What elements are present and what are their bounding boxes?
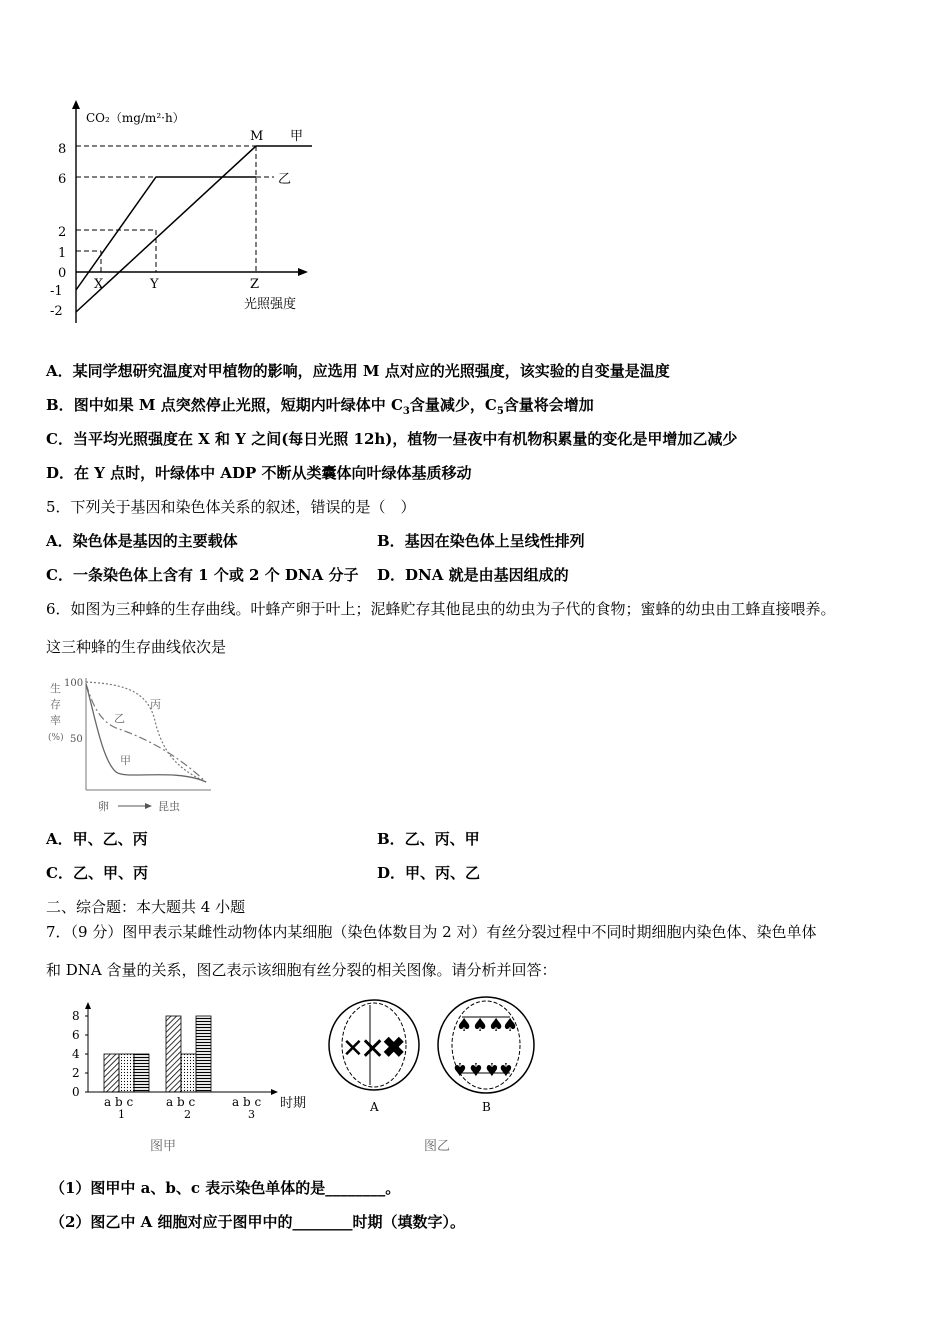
curve-yi-survival	[86, 684, 206, 782]
y-tick-0: 0	[58, 266, 67, 281]
chromosome-icon: ✕	[360, 1032, 386, 1067]
light-axis-label: 光照强度	[244, 297, 297, 312]
bar-y-tick: 2	[72, 1066, 80, 1080]
chromatid-icon: ♠	[451, 1058, 468, 1079]
survival-axis-label-4: (%)	[48, 733, 64, 743]
fig-jia-caption: 图甲	[150, 1139, 177, 1154]
chromatid-icon: ♠	[456, 1015, 473, 1036]
chromatid-icon: ♠	[483, 1058, 500, 1079]
cell-b-label: B	[482, 1100, 491, 1114]
q5-option-c: C．一条染色体上含有 1 个或 2 个 DNA 分子	[46, 566, 359, 584]
x-start-egg: 卵	[98, 800, 109, 813]
survival-axis-label-1: 生	[50, 682, 61, 695]
label-bing: 丙	[150, 698, 161, 711]
bar-chart-fig-jia	[60, 1002, 330, 1162]
curve-yi	[76, 177, 256, 290]
q4-option-b: B．图中如果 M 点突然停止光照，短期内叶绿体中 $C_3$含量减少，$C_5$含量将会增加	[46, 396, 594, 417]
x-tick-x: X	[94, 277, 104, 292]
q6-option-a: A．甲、乙、丙	[46, 830, 148, 848]
q4-option-a: A．某同学想研究温度对甲植物的影响，应选用 M 点对应的光照强度，该实验的自变量是温度	[46, 362, 670, 380]
survival-axis-label-3: 率	[50, 714, 61, 727]
bar-y-tick: 0	[72, 1085, 80, 1099]
q7-stem-1: 7．（9 分）图甲表示某雌性动物体内某细胞（染色体数目为 2 对）有丝分裂过程中不同时期细胞内染色体、染色单体	[46, 923, 817, 941]
bar-c-period-1	[134, 1054, 149, 1092]
chromatid-icon: ♠	[488, 1015, 505, 1036]
chromatid-icon: ♠	[497, 1058, 514, 1079]
q6-option-b: B．乙、丙、甲	[377, 830, 480, 848]
x-tick-z: Z	[250, 277, 260, 292]
group-2-abc: a b c	[166, 1095, 196, 1109]
y-tick-2: 2	[58, 225, 67, 240]
x-tick-y: Y	[150, 277, 159, 292]
group-1-label: 1	[118, 1108, 125, 1121]
bar-c-period-2	[196, 1016, 211, 1092]
cell-a	[329, 1000, 419, 1090]
q4-option-d: D．在 Y 点时，叶绿体中 ADP 不断从类囊体向叶绿体基质移动	[46, 464, 472, 482]
cell-b	[438, 997, 534, 1093]
q4-option-c: C．当平均光照强度在 X 和 Y 之间(每日光照 12h)，植物一昼夜中有机物积累量的变化是甲增加乙减少	[46, 430, 738, 448]
q7-stem-2: 和 DNA 含量的关系，图乙表示该细胞有丝分裂的相关图像。请分析并回答：	[46, 961, 557, 979]
bar-y-tick: 4	[72, 1047, 80, 1061]
curve-jia-survival	[86, 684, 206, 782]
chromatid-icon: ♠	[472, 1015, 489, 1036]
y-tick-6: 6	[58, 172, 67, 187]
bar-x-axis-label: 时期	[280, 1096, 307, 1111]
label-jia: 甲	[290, 129, 304, 144]
bar-a-period-2	[166, 1016, 181, 1092]
label-yi-survival: 乙	[114, 712, 125, 725]
curve-bing	[86, 682, 206, 782]
chromosome-icon: ✕	[342, 1034, 364, 1064]
q5-option-b: B．基因在染色体上呈线性排列	[377, 532, 585, 550]
q6-option-d: D．甲、丙、乙	[377, 864, 481, 882]
y-tick-neg1: -1	[50, 284, 63, 299]
label-jia-survival: 甲	[120, 754, 131, 767]
x-end-insect: 昆虫	[158, 800, 180, 813]
chromosome-icon: ✖	[382, 1031, 406, 1064]
bar-y-tick: 6	[72, 1028, 80, 1042]
chromatid-icon: ♠	[467, 1058, 484, 1079]
survival-axis-label-2: 存	[50, 698, 61, 711]
label-yi: 乙	[278, 172, 292, 187]
q5-option-d: D．DNA 就是由基因组成的	[377, 566, 569, 584]
q7-sub-2: （2）图乙中 A 细胞对应于图甲中的________时期（填数字）。	[50, 1213, 466, 1231]
group-3-label: 3	[248, 1108, 255, 1121]
group-1-abc: a b c	[104, 1095, 134, 1109]
y-tick-50: 50	[70, 734, 83, 745]
q5-stem: 5．下列关于基因和染色体关系的叙述，错误的是（ ）	[46, 498, 416, 516]
cell-diagram-fig-yi	[326, 995, 556, 1160]
bar-b-period-1	[119, 1054, 134, 1092]
bar-a-period-1	[104, 1054, 119, 1092]
bar-b-period-2	[181, 1054, 196, 1092]
q6-stem-1: 6．如图为三种蜂的生存曲线。叶蜂产卵于叶上；泥蜂贮存其他昆虫的幼虫为子代的食物；蜜蜂的幼虫由工蜂直接喂养。	[46, 600, 836, 618]
chromatid-icon: ♠	[502, 1015, 519, 1036]
q6-option-c: C．乙、甲、丙	[46, 864, 148, 882]
bar-y-tick: 8	[72, 1009, 80, 1023]
co2-axis-label: CO₂（mg/m²·h）	[86, 111, 185, 125]
fig-yi-caption: 图乙	[424, 1139, 451, 1154]
y-tick-100: 100	[64, 678, 84, 689]
curve-jia	[76, 146, 312, 312]
q5-option-a: A．染色体是基因的主要载体	[46, 532, 238, 550]
survival-curve-graph	[46, 672, 216, 822]
point-m: M	[250, 129, 264, 144]
y-tick-8: 8	[58, 142, 67, 157]
section-title: 二、综合题：本大题共 4 小题	[46, 898, 246, 916]
q7-sub-1: （1）图甲中 a、b、c 表示染色单体的是________。	[50, 1179, 401, 1197]
group-3-abc: a b c	[232, 1095, 262, 1109]
y-tick-neg2: -2	[50, 304, 63, 319]
q6-stem-2: 这三种蜂的生存曲线依次是	[46, 638, 227, 656]
group-2-label: 2	[184, 1108, 191, 1121]
co2-light-graph	[46, 98, 326, 330]
cell-a-label: A	[370, 1100, 379, 1114]
y-tick-1: 1	[58, 246, 67, 261]
